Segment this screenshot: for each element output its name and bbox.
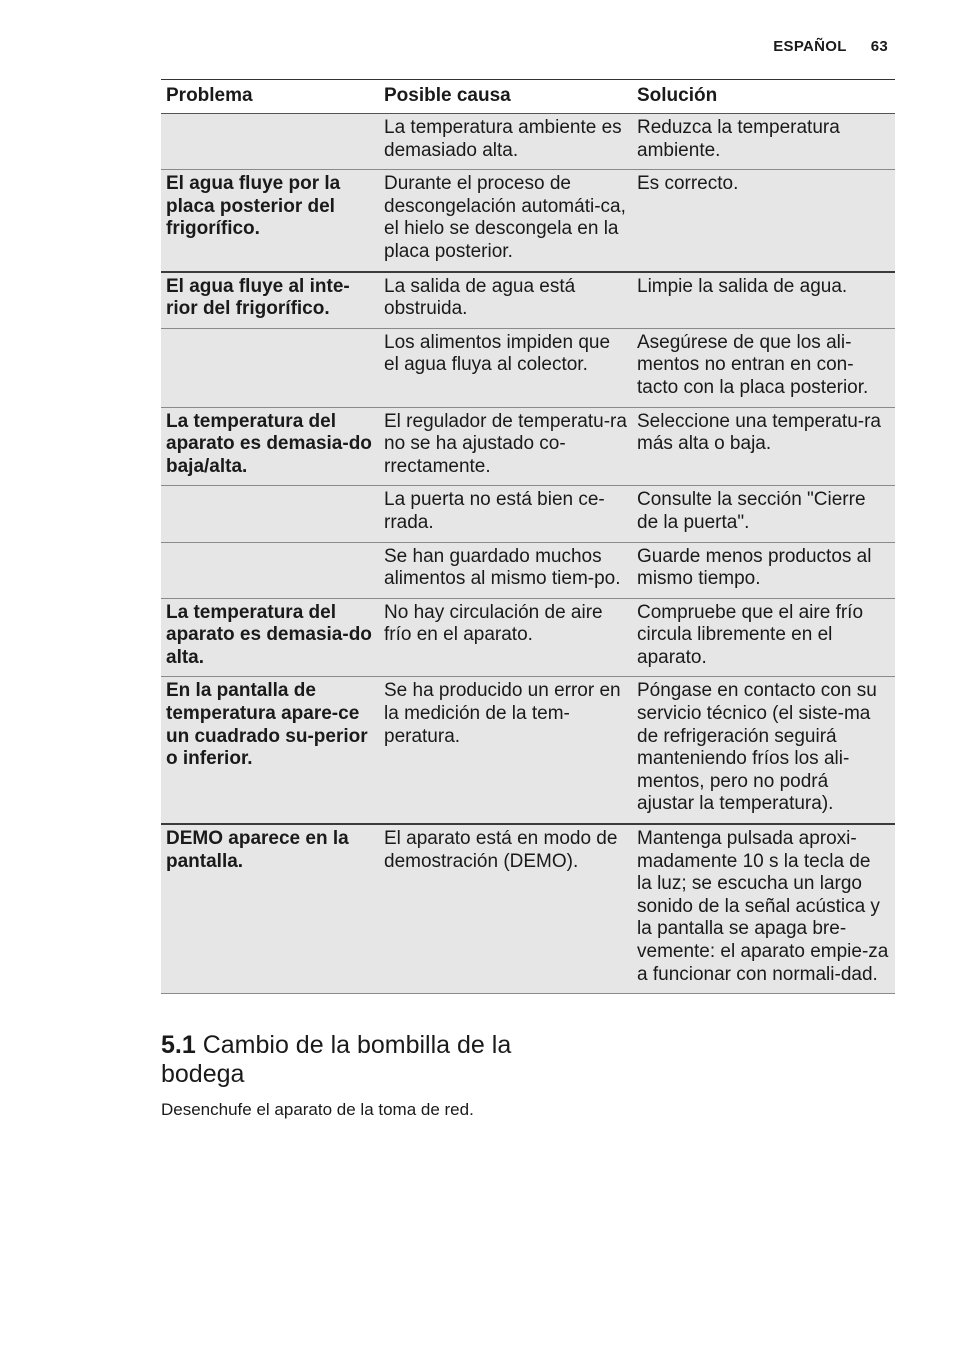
problem-cell (161, 542, 379, 598)
table-row (161, 272, 895, 329)
table-row (161, 677, 895, 824)
section-body-text: Desenchufe el aparato de la toma de red. (161, 1100, 474, 1119)
troubleshooting-table (161, 79, 895, 994)
cause-cell: Los alimentos impiden que el agua fluya al colector. (379, 328, 632, 407)
solution-cell: Es correcto. (632, 170, 895, 272)
solution-cell: Limpie la salida de agua. (632, 272, 895, 329)
page-number: 63 (870, 38, 888, 55)
section-heading (161, 1031, 581, 1089)
column-header-solution: Solución (632, 80, 895, 114)
cause-cell: No hay circulación de aire frío en el aparato. (379, 598, 632, 677)
solution-cell: Compruebe que el aire frío circula libremente en el aparato. (632, 598, 895, 677)
cause-cell: Durante el proceso de descongelación automáti-ca, el hielo se descongela en la placa posterior. (379, 170, 632, 272)
problem-cell (161, 486, 379, 542)
solution-cell: Mantenga pulsada aproxi-madamente 10 s la tecla de la luz; se escucha un largo sonido de la señal acústica y la pantalla se apaga bre-vemente: el aparato empie-za a funcionar con normali-dad. (632, 824, 895, 994)
table-row (161, 114, 895, 170)
solution-cell: Asegúrese de que los ali-mentos no entran en con-tacto con la placa posterior. (632, 328, 895, 407)
problem-cell: La temperatura del aparato es demasia-do alta. (161, 598, 379, 677)
column-header-cause: Posible causa (379, 80, 632, 114)
table-row (161, 407, 895, 486)
table-row (161, 486, 895, 542)
section-title-text: Cambio de la bombilla de la bodega (161, 1031, 512, 1088)
solution-cell: Póngase en contacto con su servicio técnico (el siste-ma de refrigeración seguirá manteniendo fríos los ali-mentos, pero no podrá ajustar la temperatura). (632, 677, 895, 824)
problem-cell: DEMO aparece en la pantalla. (161, 824, 379, 994)
solution-cell: Consulte la sección "Cierre de la puerta". (632, 486, 895, 542)
cause-cell: Se han guardado muchos alimentos al mismo tiem-po. (379, 542, 632, 598)
section-number: 5.1 (161, 1031, 196, 1059)
table-row (161, 542, 895, 598)
language-label: ESPAÑOL (773, 38, 847, 55)
solution-cell: Seleccione una temperatu-ra más alta o baja. (632, 407, 895, 486)
table-header-row (161, 80, 895, 114)
problem-cell: El agua fluye al inte-rior del frigorífico. (161, 272, 379, 329)
cause-cell: El regulador de temperatu-ra no se ha ajustado co-rrectamente. (379, 407, 632, 486)
table-row (161, 328, 895, 407)
solution-cell: Reduzca la temperatura ambiente. (632, 114, 895, 170)
table-row (161, 824, 895, 994)
solution-cell: Guarde menos productos al mismo tiempo. (632, 542, 895, 598)
cause-cell: Se ha producido un error en la medición de la tem-peratura. (379, 677, 632, 824)
problem-cell (161, 114, 379, 170)
problem-cell: El agua fluye por la placa posterior del frigorífico. (161, 170, 379, 272)
cause-cell: La salida de agua está obstruida. (379, 272, 632, 329)
cause-cell: La temperatura ambiente es demasiado alta. (379, 114, 632, 170)
problem-cell (161, 328, 379, 407)
table-row (161, 170, 895, 272)
problem-cell: La temperatura del aparato es demasia-do baja/alta. (161, 407, 379, 486)
page-header (773, 38, 888, 55)
cause-cell: El aparato está en modo de demostración (DEMO). (379, 824, 632, 994)
table-row (161, 598, 895, 677)
column-header-problem: Problema (161, 80, 379, 114)
cause-cell: La puerta no está bien ce-rrada. (379, 486, 632, 542)
problem-cell: En la pantalla de temperatura apare-ce un cuadrado su-perior o inferior. (161, 677, 379, 824)
